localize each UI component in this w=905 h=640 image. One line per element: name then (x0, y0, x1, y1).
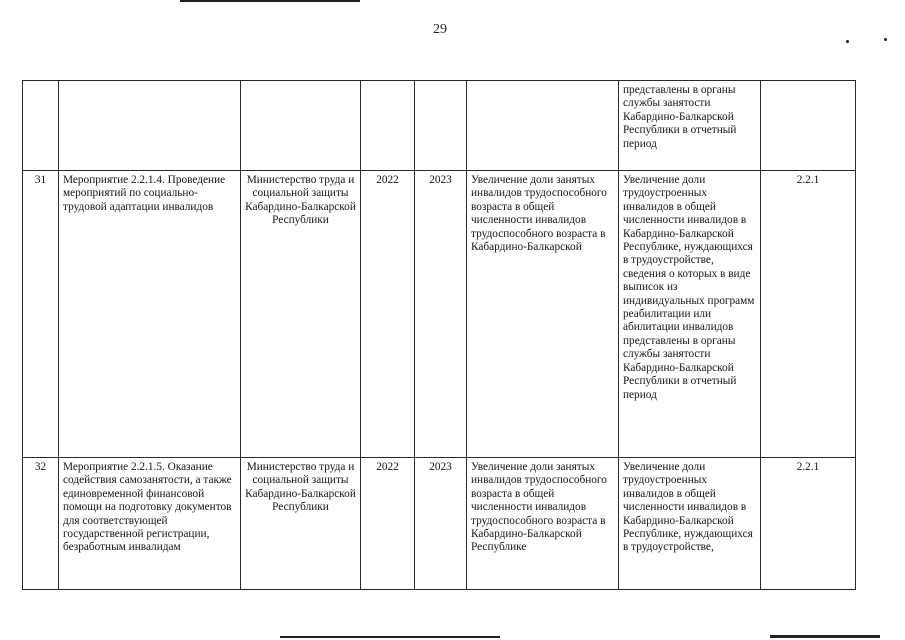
row-number: 31 (23, 171, 59, 458)
year-end-cell: 2023 (415, 458, 467, 590)
year-start-cell (361, 81, 415, 171)
result-cell: Увеличение доли занятых инвалидов трудоспособного возраста в общей численности инвалидов трудоспособного возраста в Кабардино-Балкарской Республике (467, 458, 619, 590)
row-number (23, 81, 59, 171)
executor-cell: Министерство труда и социальной защиты Кабардино-Балкарской Республики (241, 171, 361, 458)
indicator-cell: Увеличение доли трудоустроенных инвалидов в общей численности инвалидов в Кабардино-Балкарской Республике, нуждающихся в трудоустройстве, сведения о которых в виде выписок из индивидуальных программ реабилитации или абилитации инвалидов представлены в органы службы занятости Кабардино-Балкарской Республики в отчетный период (619, 171, 761, 458)
indicator-cell: представлены в органы службы занятости Кабардино-Балкарской Республики в отчетный период (619, 81, 761, 171)
indicator-cell: Увеличение доли трудоустроенных инвалидов в общей численности инвалидов в Кабардино-Балкарской Республике, нуждающихся в трудоустройстве, (619, 458, 761, 590)
program-table (22, 80, 856, 590)
executor-cell: Министерство труда и социальной защиты Кабардино-Балкарской Республики (241, 458, 361, 590)
scan-mark-top (180, 0, 360, 2)
year-end-cell: 2023 (415, 171, 467, 458)
page-number: 29 (433, 22, 447, 37)
year-start-cell: 2022 (361, 458, 415, 590)
table-row-32 (23, 458, 856, 590)
table-row-31 (23, 171, 856, 458)
row-number: 32 (23, 458, 59, 590)
event-cell: Мероприятие 2.2.1.5. Оказание содействия самозанятости, а также единовременной финансовой помощи на подготовку документов для соответствующей государственной регистрации, безработным инвалидам (59, 458, 241, 590)
table-row-continuation (23, 81, 856, 171)
code-cell: 2.2.1 (761, 171, 856, 458)
executor-cell (241, 81, 361, 171)
scan-mark-bottom (280, 636, 500, 638)
code-cell: 2.2.1 (761, 458, 856, 590)
scan-dot-right (846, 40, 849, 43)
code-cell (761, 81, 856, 171)
scan-mark-bottom-right (770, 635, 880, 638)
event-cell (59, 81, 241, 171)
year-end-cell (415, 81, 467, 171)
scan-dot-right-2 (884, 38, 887, 41)
result-cell: Увеличение доли занятых инвалидов трудоспособного возраста в общей численности инвалидов трудоспособного возраста в Кабардино-Балкарской (467, 171, 619, 458)
result-cell (467, 81, 619, 171)
event-cell: Мероприятие 2.2.1.4. Проведение мероприятий по социально-трудовой адаптации инвалидов (59, 171, 241, 458)
year-start-cell: 2022 (361, 171, 415, 458)
